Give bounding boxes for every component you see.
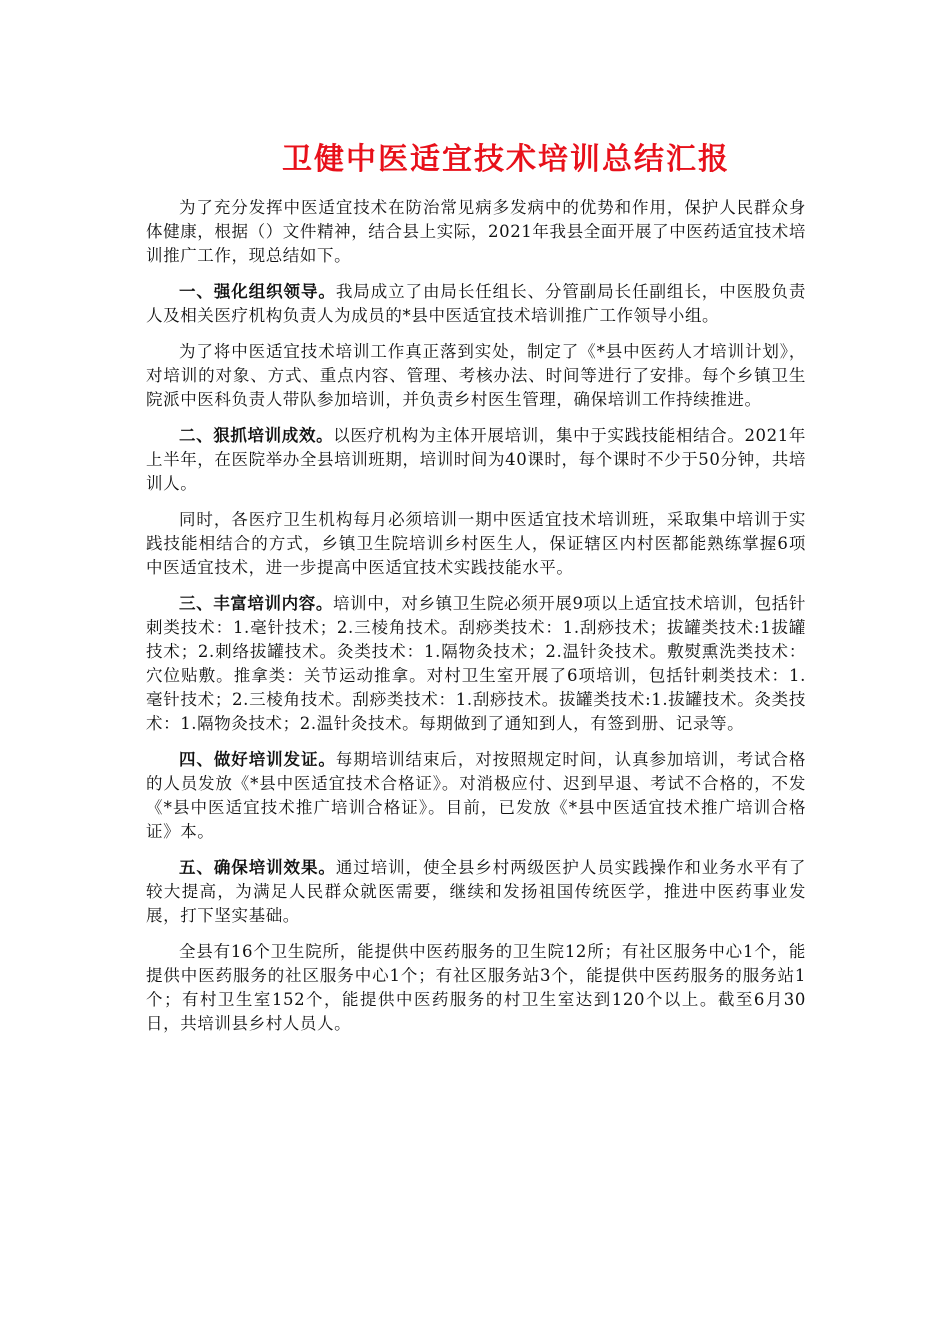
paragraph-section-5 [146,856,806,928]
paragraph-text: 培训中，对乡镇卫生院必须开展9项以上适宜技术培训，包括针刺类技术：1.毫针技术；2.三棱角技术。刮痧类技术：1.刮痧技术；拔罐类技术:1拔罐技术；2.刺络拔罐技术。灸类技术：1.隔物灸技术；2.温针灸技术。敷熨熏洗类技术：穴位贴敷。推拿类：关节运动推拿。对村卫生室开展了6项培训，包括针刺类技术：1.毫针技术；2.三棱角技术。刮痧类技术：1.刮痧技术。拔罐类技术:1.拔罐技术。灸类技术：1.隔物灸技术；2.温针灸技术。每期做到了通知到人，有签到册、记录等。 [146,594,806,733]
paragraph-intro [146,196,806,268]
paragraph-section-1-detail [146,340,806,412]
document-page [146,138,806,1048]
paragraph-summary [146,940,806,1036]
paragraph-text: 通过培训，使全县乡村两级医护人员实践操作和业务水平有了较大提高，为满足人民群众就医需要，继续和发扬祖国传统医学，推进中医药事业发展，打下坚实基础。 [146,858,807,925]
section-heading: 四、做好培训发证。 [179,750,336,769]
paragraph-text: 我局成立了由局长任组长、分管副局长任副组长，中医股负责人及相关医疗机构负责人为成员的*县中医适宜技术培训推广工作领导小组。 [146,282,807,325]
section-heading: 五、确保培训效果。 [179,858,336,877]
paragraph-text: 为了充分发挥中医适宜技术在防治常见病多发病中的优势和作用，保护人民群众身体健康，根据（）文件精神，结合县上实际，2021年我县全面开展了中医药适宜技术培训推广工作，现总结如下。 [146,198,806,265]
section-heading: 二、狠抓培训成效。 [179,426,334,445]
section-heading: 三、丰富培训内容。 [179,594,333,613]
paragraph-section-3 [146,592,806,736]
paragraph-text: 以医疗机构为主体开展培训，集中于实践技能相结合。2021年上半年，在医院举办全县培训班期，培训时间为40课时，每个课时不少于50分钟，共培训人。 [146,426,806,493]
paragraph-text: 全县有16个卫生院所，能提供中医药服务的卫生院12所；有社区服务中心1个，能提供中医药服务的社区服务中心1个；有社区服务站3个，能提供中医药服务的服务站1个；有村卫生室152个，能提供中医药服务的村卫生室达到120个以上。截至6月30日，共培训县乡村人员人。 [146,942,806,1033]
section-heading: 一、强化组织领导。 [179,282,336,301]
paragraph-section-4 [146,748,806,844]
page-title: 卫健中医适宜技术培训总结汇报 [282,142,730,177]
paragraph-section-2 [146,424,806,496]
paragraph-section-2-detail [146,508,806,580]
paragraph-text: 每期培训结束后，对按照规定时间，认真参加培训，考试合格的人员发放《*县中医适宜技术合格证》。对消极应付、迟到早退、考试不合格的，不发《*县中医适宜技术推广培训合格证》。目前，已发放《*县中医适宜技术推广培训合格证》本。 [146,750,807,841]
paragraph-section-1 [146,280,806,328]
paragraph-text: 同时，各医疗卫生机构每月必须培训一期中医适宜技术培训班，采取集中培训于实践技能相结合的方式，乡镇卫生院培训乡村医生人，保证辖区内村医都能熟练掌握6项中医适宜技术，进一步提高中医适宜技术实践技能水平。 [146,510,806,577]
paragraph-text: 为了将中医适宜技术培训工作真正落到实处，制定了《*县中医药人才培训计划》，对培训的对象、方式、重点内容、管理、考核办法、时间等进行了安排。每个乡镇卫生院派中医科负责人带队参加培训，并负责乡村医生管理，确保培训工作持续推进。 [146,342,806,409]
